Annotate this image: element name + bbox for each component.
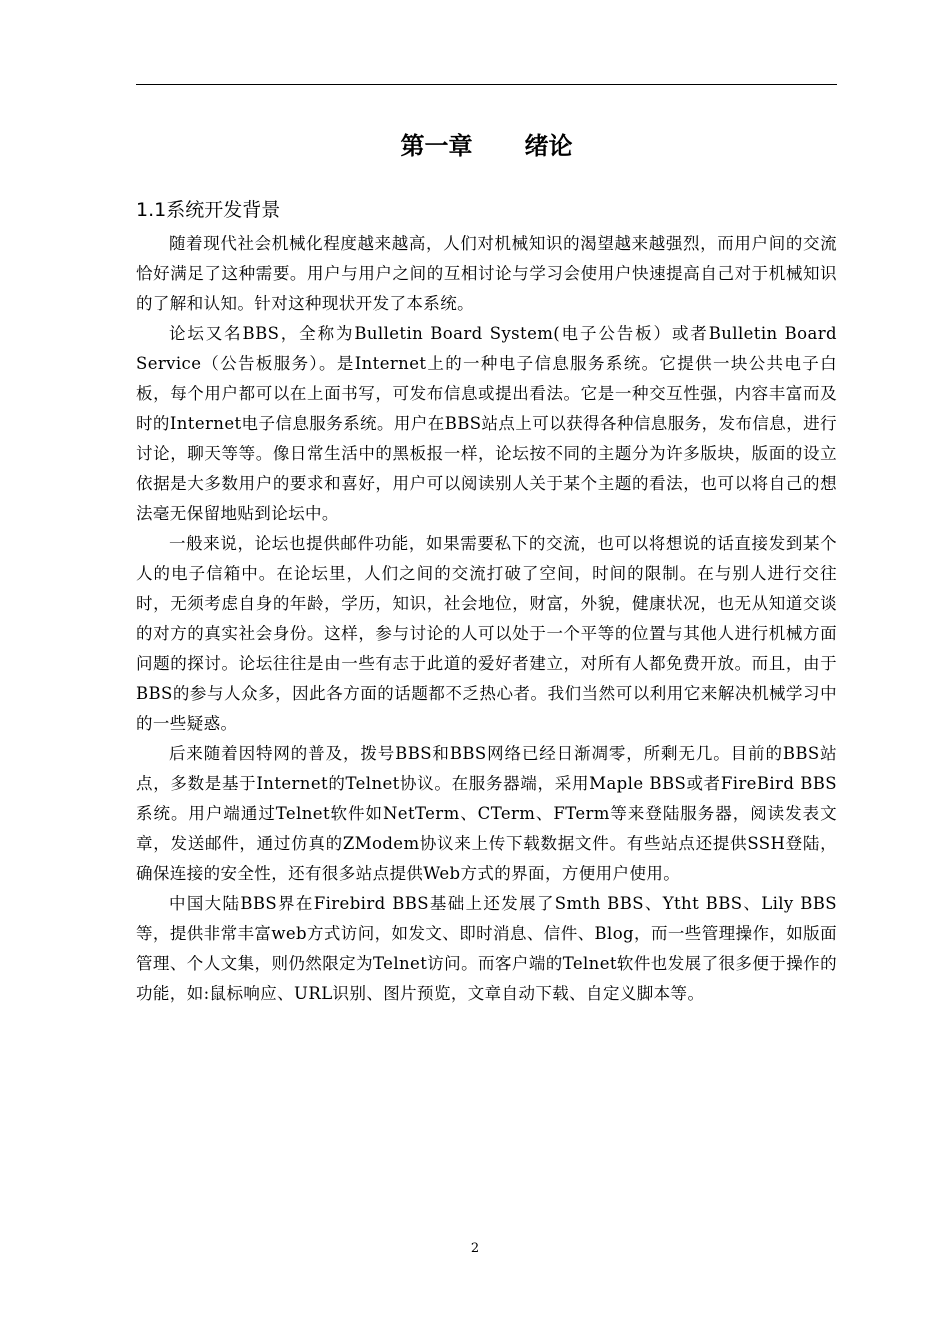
paragraph-2: 论坛又名BBS，全称为Bulletin Board System(电子公告板）或者Bulletin Board Service（公告板服务）。是Internet上的一种电子信息服务系统。它提供一块公共电子白板，每个用户都可以在上面书写，可发布信息或提出看法。它是一种交互性强，内容丰富而及时的Internet电子信息服务系统。用户在BBS站点上可以获得各种信息服务，发布信息，进行讨论，聊天等等。像日常生活中的黑板报一样，论坛按不同的主题分为许多版块，版面的设立依据是大多数用户的要求和喜好，用户可以阅读别人关于某个主题的看法，也可以将自己的想法毫无保留地贴到论坛中。 <box>136 324 837 523</box>
chapter-name: 绪论 <box>524 132 573 160</box>
chapter-title <box>136 128 837 164</box>
header-rule <box>136 84 837 85</box>
paragraph-1: 随着现代社会机械化程度越来越高，人们对机械知识的渴望越来越强烈，而用户间的交流恰好满足了这种需要。用户与用户之间的互相讨论与学习会使用户快速提高自己对于机械知识的了解和认知。针对这种现状开发了本系统。 <box>136 234 837 313</box>
paragraph-4: 后来随着因特网的普及，拨号BBS和BBS网络已经日渐凋零，所剩无几。目前的BBS站点，多数是基于Internet的Telnet协议。在服务器端，采用Maple BBS或者FireBird BBS系统。用户端通过Telnet软件如NetTerm、CTerm、FTerm等来登陆服务器，阅读发表文章，发送邮件，通过仿真的ZModem协议来上传下载数据文件。有些站点还提供SSH登陆，确保连接的安全性，还有很多站点提供Web方式的界面，方便用户使用。 <box>136 744 837 883</box>
chapter-number: 第一章 <box>400 132 473 160</box>
page-number: 2 <box>470 1241 480 1256</box>
paragraph-5: 中国大陆BBS界在Firebird BBS基础上还发展了Smth BBS、Ytht BBS、Lily BBS等，提供非常丰富web方式访问，如发文、即时消息、信件、Blog，而一些管理操作，如版面管理、个人文集，则仍然限定为Telnet访问。而客户端的Telnet软件也发展了很多便于操作的功能，如:鼠标响应、URL识别、图片预览，文章自动下载、自定义脚本等。 <box>136 894 837 1003</box>
paragraph-3: 一般来说，论坛也提供邮件功能，如果需要私下的交流，也可以将想说的话直接发到某个人的电子信箱中。在论坛里，人们之间的交流打破了空间，时间的限制。在与别人进行交往时，无须考虑自身的年龄，学历，知识，社会地位，财富，外貌，健康状况，也无从知道交谈的对方的真实社会身份。这样，参与讨论的人可以处于一个平等的位置与其他人进行机械方面问题的探讨。论坛往往是由一些有志于此道的爱好者建立，对所有人都免费开放。而且，由于BBS的参与人众多，因此各方面的话题都不乏热心者。我们当然可以利用它来解决机械学习中的一些疑惑。 <box>136 534 837 733</box>
section-heading: 1.1系统开发背景 <box>136 199 281 221</box>
body-text <box>136 229 837 1009</box>
